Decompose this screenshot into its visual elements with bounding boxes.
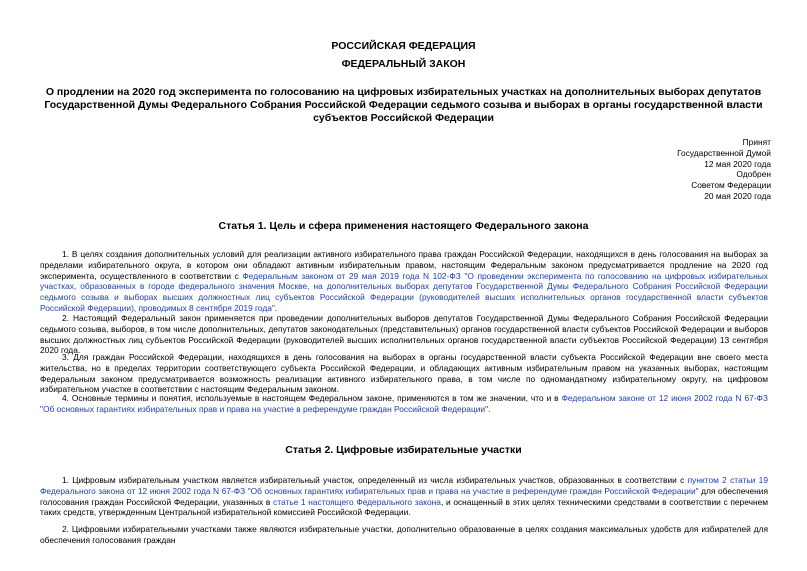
article-1-paragraph-3: 3. Для граждан Российской Федерации, находящихся в день голосования на выборах в органы государственной власти субъекта Российской Федерации вне своего места жительства, но в пределах территории соответствующего субъекта Российской Федерации, и обладающих активным избирательным правом на указанных выборах, настоящим Федеральным законом предусматривается возможность реализации активного избирательного права, в том числе по одномандатному избирательному округу, на цифровом избирательном участке в соответствии с настоящим Федеральным законом. — [40, 352, 768, 395]
document-type-heading: ФЕДЕРАЛЬНЫЙ ЗАКОН — [341, 58, 466, 70]
article-1-paragraph-2: 2. Настоящий Федеральный закон применяется при проведении дополнительных выборов депутатов Государственной Думы Федерального Собрания Российской Федерации седьмого созыва, выборов, в том числе дополнительных, депутатов законодательных (представительных) органов государственной власти субъектов Российской Федерации и выборов высших должностных лиц субъектов Российской Федерации (руководителей высших исполнительных органов государственной власти субъектов Российской Федерации) 13 сентября 2020 года. — [40, 313, 768, 356]
article-2-paragraph-2: 2. Цифровыми избирательными участками также являются избирательные участки, дополнительно образованные в целях создания максимальных удобств для избирателей для обеспечения голосования граждан — [40, 524, 768, 545]
council-label: Советом Федерации — [691, 180, 771, 191]
duma-label: Государственной Думой — [677, 147, 771, 158]
article-2-title: Статья 2. Цифровые избирательные участки — [285, 444, 522, 456]
text: , и оснащенный в этих целях техническими средствами в соответствии с перечнем таких средств, утвержденным Центральной избирательной комиссией Российской Федерации. — [40, 496, 768, 518]
text: 1. Цифровым избирательным участком является избирательный участок, определенный из числа избирательных участков, образованных в соответствии с — [62, 475, 688, 485]
law-67-article-19-link[interactable]: пунктом 2 статьи 19 Федерального закона от 12 июня 2002 года N 67-ФЗ "Об основных гарантиях избирательных прав и права на участие в референдуме граждан Российской Федерации" — [40, 475, 768, 496]
article-1-link[interactable]: статье 1 настоящего Федерального закона — [273, 496, 441, 507]
article-1-title: Статья 1. Цель и сфера применения настоящего Федерального закона — [218, 220, 589, 232]
article-1-paragraph-1 — [40, 249, 768, 314]
federal-law-102-link[interactable]: Федеральным законом от 29 мая 2019 года N 102-ФЗ "О проведении эксперимента по голосованию на цифровых избирательных участках, образованных в городе федерального значения Москве, на дополнительных выборах депутатов Государственной Думы Федерального Собрания Российской Федерации седьмого созыва и выборах высших должностных лиц субъектов Российской Федерации (руководителей высших исполнительных органов государственной власти субъектов Российской Федерации), проводимых 8 сентября 2019 года" — [40, 270, 768, 313]
federal-law-67-link[interactable]: Федеральном законе от 12 июня 2002 года N 67-ФЗ "Об основных гарантиях избирательных прав и права на участие в референдуме граждан Российской Федерации" — [40, 393, 768, 414]
accepted-label: Принят — [742, 137, 771, 147]
council-date: 20 мая 2020 года — [704, 190, 771, 201]
text: . — [274, 302, 278, 313]
text: 4. Основные термины и понятия, используемые в настоящем Федеральном законе, применяются в том же значении, что и в — [62, 393, 562, 403]
approved-label: Одобрен — [736, 169, 771, 180]
article-2-paragraph-1 — [40, 475, 768, 518]
text: для обеспечения голосования граждан Российской Федерации, указанных в — [40, 485, 768, 507]
article-1-paragraph-4 — [40, 393, 768, 415]
adoption-block — [571, 137, 771, 202]
text: 1. В целях создания дополнительных условий для реализации активного избирательного права граждан Российской Федерации, находящихся в день голосования на выборах за пределами избирательного округа, в котором они обладают активным избирательным правом, настоящим Федеральным законом предусматривается продление на 2020 год эксперимента, осуществленного в соответствии с — [40, 249, 768, 281]
country-heading: РОССИЙСКАЯ ФЕДЕРАЦИЯ — [331, 40, 476, 52]
duma-date: 12 мая 2020 года — [704, 158, 771, 169]
text: . — [488, 403, 491, 414]
law-title: О продлении на 2020 год эксперимента по голосованию на цифровых избирательных участках на дополнительных выборах депутатов Государственной Думы Федерального Собрания Российской Федерации седьмого созыва и выборах в органы государственной власти субъектов Российской Федерации — [44, 86, 763, 124]
